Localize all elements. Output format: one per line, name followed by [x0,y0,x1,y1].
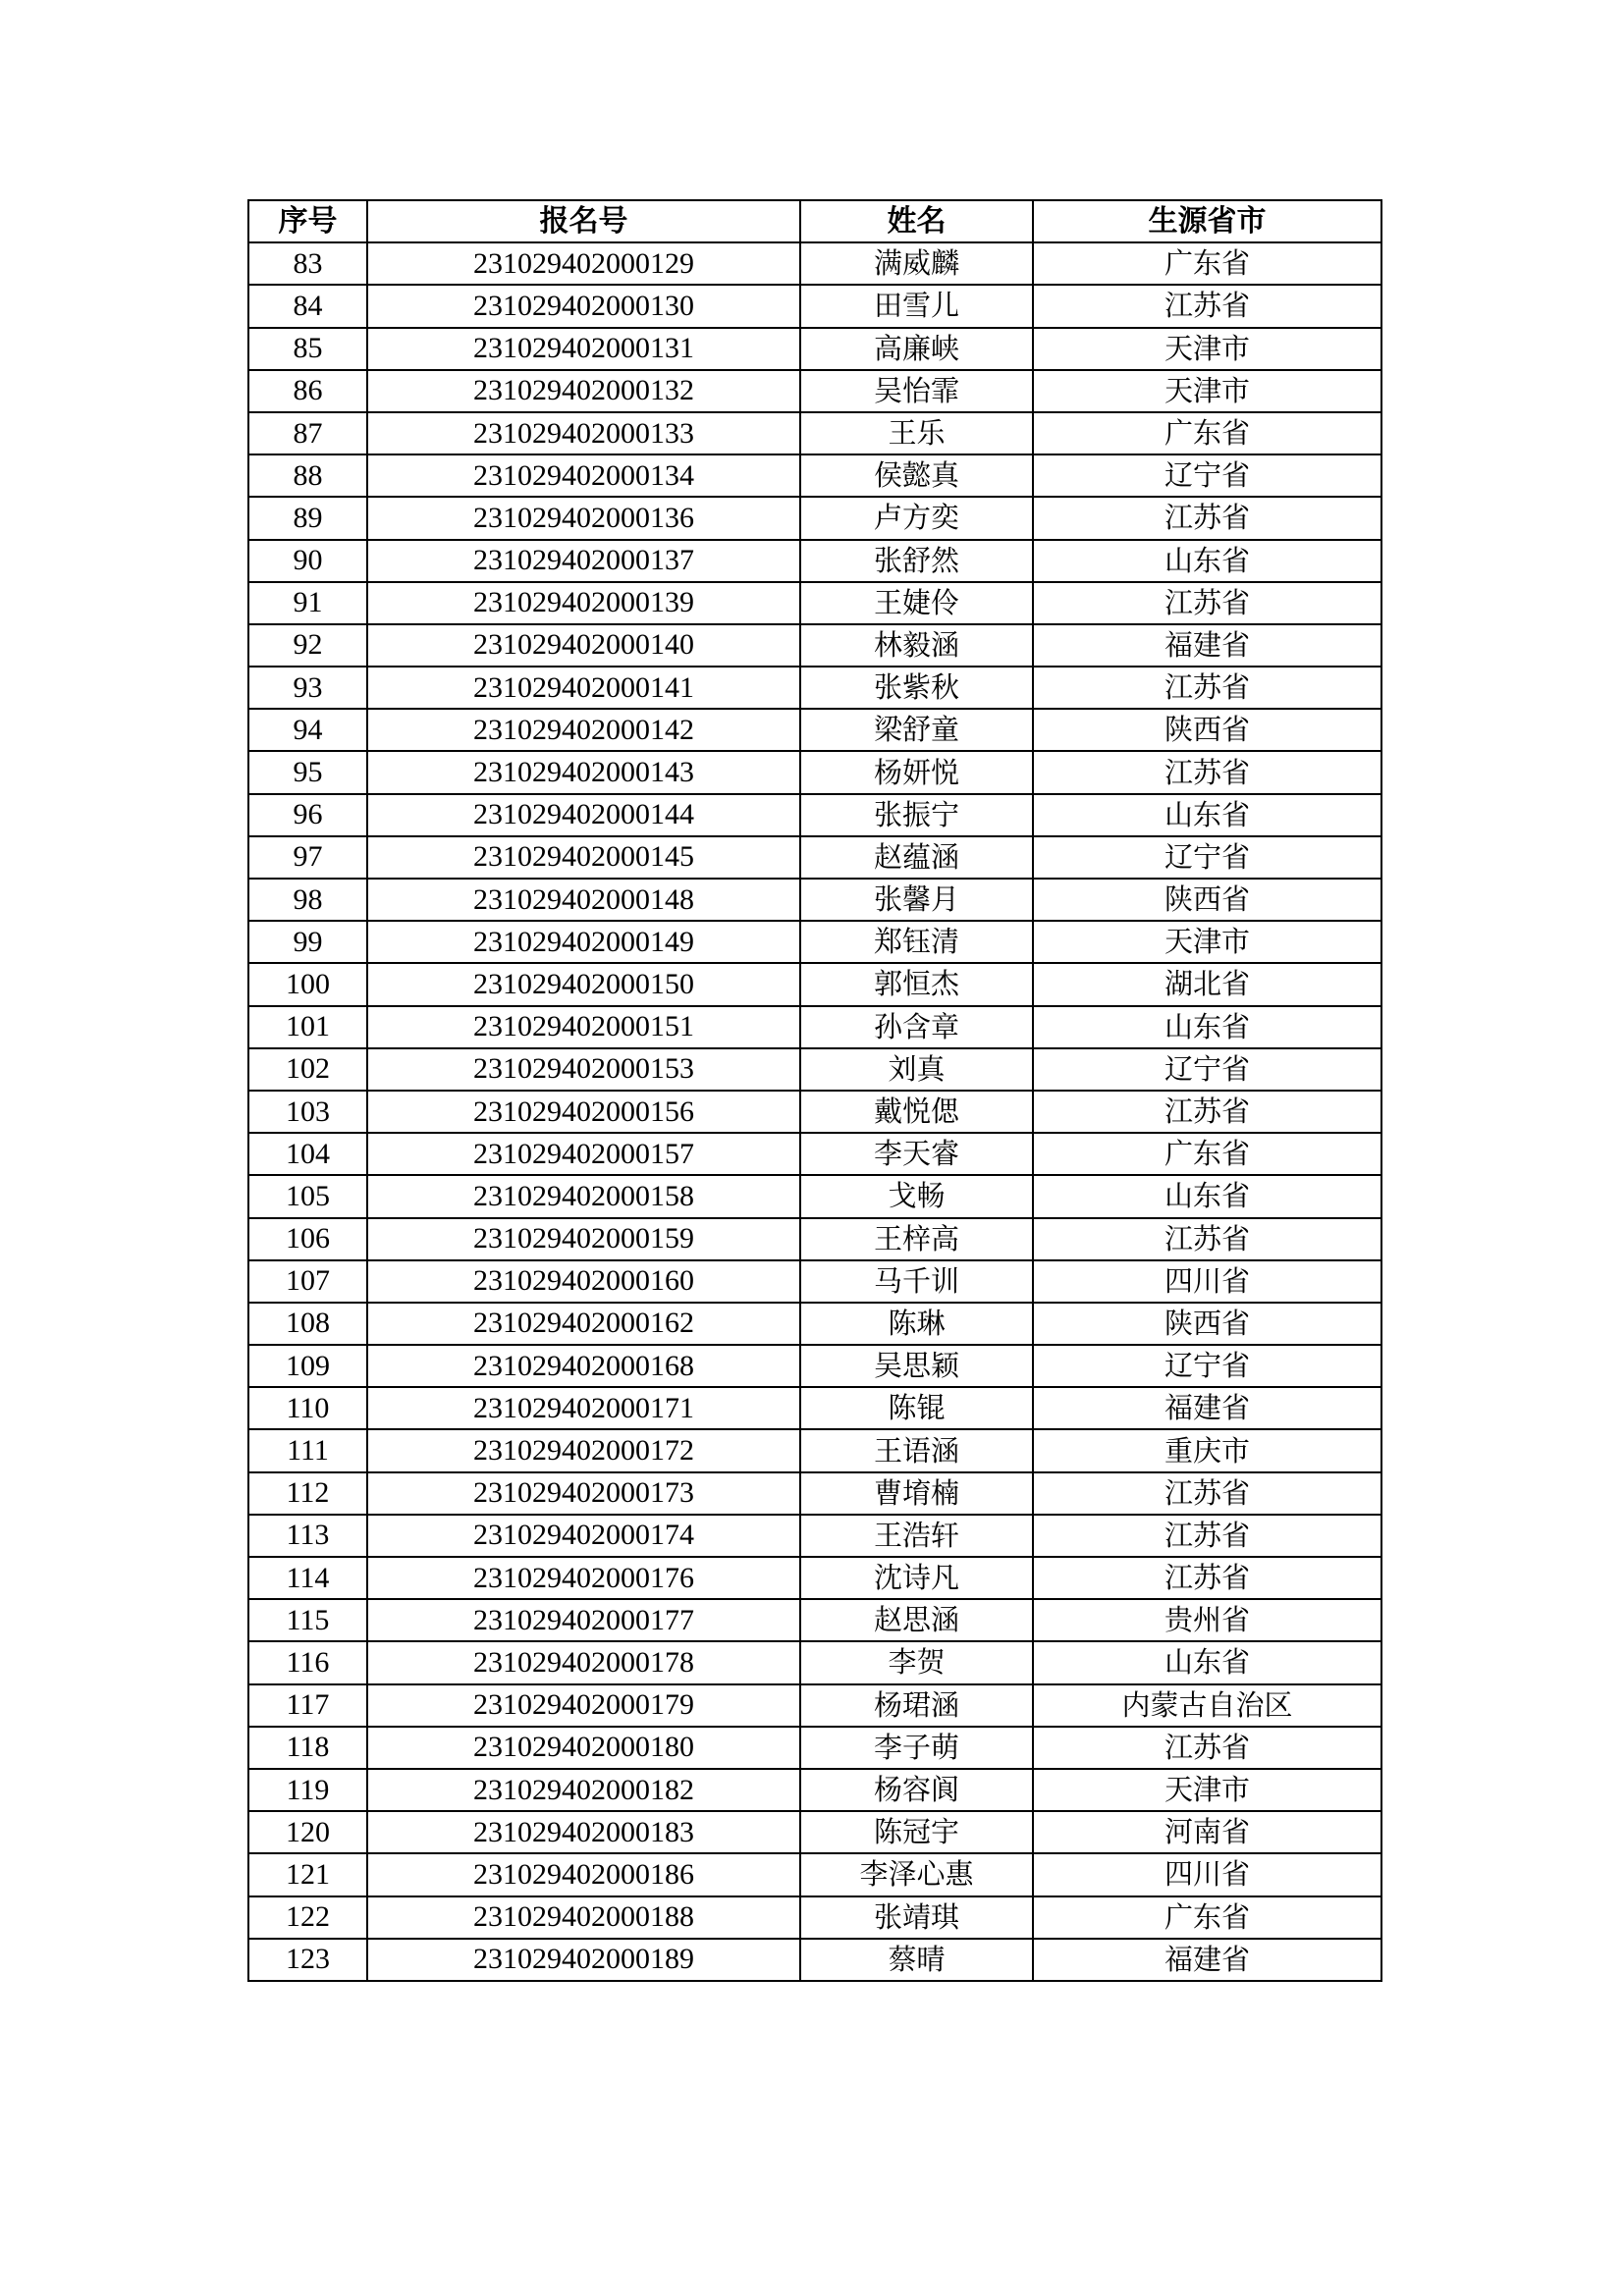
cell-reg-no: 231029402000157 [367,1133,800,1175]
cell-name: 王梓高 [800,1218,1033,1260]
cell-province: 江苏省 [1033,497,1381,539]
cell-province: 江苏省 [1033,667,1381,709]
cell-reg-no: 231029402000148 [367,879,800,921]
cell-province: 江苏省 [1033,1515,1381,1557]
cell-seq: 123 [248,1939,367,1981]
cell-name: 吴怡霏 [800,370,1033,412]
cell-seq: 87 [248,412,367,454]
cell-seq: 89 [248,497,367,539]
cell-seq: 103 [248,1091,367,1133]
cell-province: 四川省 [1033,1260,1381,1303]
cell-name: 李泽心惠 [800,1853,1033,1896]
table-row [248,1345,1381,1387]
cell-reg-no: 231029402000158 [367,1175,800,1217]
table-row [248,1387,1381,1429]
cell-province: 辽宁省 [1033,836,1381,879]
table-row [248,1472,1381,1515]
cell-name: 赵蕴涵 [800,836,1033,879]
cell-reg-no: 231029402000140 [367,624,800,667]
header-row [248,200,1381,242]
cell-reg-no: 231029402000160 [367,1260,800,1303]
cell-seq: 118 [248,1727,367,1769]
cell-reg-no: 231029402000156 [367,1091,800,1133]
table-row [248,285,1381,327]
cell-seq: 99 [248,921,367,963]
cell-seq: 111 [248,1429,367,1471]
cell-seq: 97 [248,836,367,879]
cell-province: 辽宁省 [1033,454,1381,497]
cell-name: 林毅涵 [800,624,1033,667]
table-row [248,1811,1381,1853]
cell-reg-no: 231029402000176 [367,1557,800,1599]
cell-province: 山东省 [1033,1641,1381,1683]
cell-name: 戴悦偲 [800,1091,1033,1133]
cell-name: 戈畅 [800,1175,1033,1217]
cell-province: 江苏省 [1033,751,1381,793]
table-row [248,370,1381,412]
cell-seq: 90 [248,540,367,582]
cell-reg-no: 231029402000171 [367,1387,800,1429]
cell-reg-no: 231029402000180 [367,1727,800,1769]
cell-name: 王婕伶 [800,582,1033,624]
cell-seq: 88 [248,454,367,497]
cell-name: 沈诗凡 [800,1557,1033,1599]
cell-name: 张舒然 [800,540,1033,582]
cell-reg-no: 231029402000133 [367,412,800,454]
cell-name: 陈冠宇 [800,1811,1033,1853]
cell-name: 卢方奕 [800,497,1033,539]
cell-province: 内蒙古自治区 [1033,1684,1381,1727]
cell-reg-no: 231029402000173 [367,1472,800,1515]
cell-reg-no: 231029402000136 [367,497,800,539]
table-row [248,412,1381,454]
cell-province: 四川省 [1033,1853,1381,1896]
cell-province: 山东省 [1033,540,1381,582]
cell-province: 广东省 [1033,1133,1381,1175]
cell-province: 湖北省 [1033,963,1381,1005]
cell-name: 蔡晴 [800,1939,1033,1981]
cell-name: 吴思颖 [800,1345,1033,1387]
cell-province: 天津市 [1033,328,1381,370]
cell-province: 江苏省 [1033,582,1381,624]
cell-name: 赵思涵 [800,1599,1033,1641]
cell-province: 山东省 [1033,794,1381,836]
cell-seq: 107 [248,1260,367,1303]
table-row [248,1006,1381,1048]
cell-reg-no: 231029402000145 [367,836,800,879]
header-province: 生源省市 [1033,200,1381,242]
cell-name: 满威麟 [800,242,1033,285]
cell-province: 贵州省 [1033,1599,1381,1641]
cell-reg-no: 231029402000162 [367,1303,800,1345]
cell-name: 王语涵 [800,1429,1033,1471]
table-row [248,667,1381,709]
cell-name: 王乐 [800,412,1033,454]
table-row [248,1133,1381,1175]
cell-reg-no: 231029402000141 [367,667,800,709]
cell-province: 陕西省 [1033,879,1381,921]
cell-seq: 104 [248,1133,367,1175]
cell-reg-no: 231029402000179 [367,1684,800,1727]
table-row [248,1727,1381,1769]
table-row [248,879,1381,921]
cell-reg-no: 231029402000150 [367,963,800,1005]
table-row [248,624,1381,667]
table-row [248,1175,1381,1217]
table-row [248,1557,1381,1599]
cell-reg-no: 231029402000168 [367,1345,800,1387]
cell-name: 曹堉楠 [800,1472,1033,1515]
cell-province: 江苏省 [1033,1557,1381,1599]
cell-seq: 112 [248,1472,367,1515]
cell-reg-no: 231029402000130 [367,285,800,327]
admission-roster-table [247,199,1382,1982]
cell-name: 侯懿真 [800,454,1033,497]
cell-seq: 85 [248,328,367,370]
cell-seq: 93 [248,667,367,709]
cell-province: 福建省 [1033,1387,1381,1429]
table-row [248,1939,1381,1981]
cell-reg-no: 231029402000134 [367,454,800,497]
cell-seq: 94 [248,709,367,751]
cell-province: 河南省 [1033,1811,1381,1853]
cell-province: 广东省 [1033,242,1381,285]
cell-seq: 83 [248,242,367,285]
table-row [248,242,1381,285]
cell-province: 福建省 [1033,1939,1381,1981]
table-row [248,497,1381,539]
header-name: 姓名 [800,200,1033,242]
cell-province: 江苏省 [1033,1091,1381,1133]
cell-reg-no: 231029402000143 [367,751,800,793]
table-row [248,328,1381,370]
cell-reg-no: 231029402000131 [367,328,800,370]
cell-reg-no: 231029402000139 [367,582,800,624]
cell-seq: 84 [248,285,367,327]
cell-name: 陈锟 [800,1387,1033,1429]
cell-seq: 92 [248,624,367,667]
cell-province: 天津市 [1033,921,1381,963]
header-seq: 序号 [248,200,367,242]
cell-seq: 114 [248,1557,367,1599]
cell-province: 陕西省 [1033,1303,1381,1345]
cell-name: 李子萌 [800,1727,1033,1769]
table-row [248,1515,1381,1557]
cell-province: 江苏省 [1033,1472,1381,1515]
cell-name: 李贺 [800,1641,1033,1683]
table-header [248,200,1381,242]
cell-reg-no: 231029402000188 [367,1896,800,1939]
cell-seq: 119 [248,1769,367,1811]
cell-reg-no: 231029402000159 [367,1218,800,1260]
cell-province: 广东省 [1033,412,1381,454]
cell-name: 李天睿 [800,1133,1033,1175]
cell-seq: 101 [248,1006,367,1048]
cell-name: 张馨月 [800,879,1033,921]
cell-province: 福建省 [1033,624,1381,667]
cell-seq: 106 [248,1218,367,1260]
table-row [248,921,1381,963]
cell-seq: 91 [248,582,367,624]
cell-name: 马千训 [800,1260,1033,1303]
cell-province: 辽宁省 [1033,1345,1381,1387]
cell-province: 江苏省 [1033,1727,1381,1769]
table-row [248,1853,1381,1896]
cell-name: 高廉峡 [800,328,1033,370]
cell-seq: 98 [248,879,367,921]
cell-name: 刘真 [800,1048,1033,1091]
cell-reg-no: 231029402000132 [367,370,800,412]
cell-seq: 115 [248,1599,367,1641]
cell-name: 张紫秋 [800,667,1033,709]
cell-name: 梁舒童 [800,709,1033,751]
cell-reg-no: 231029402000149 [367,921,800,963]
cell-name: 孙含章 [800,1006,1033,1048]
cell-reg-no: 231029402000182 [367,1769,800,1811]
cell-reg-no: 231029402000174 [367,1515,800,1557]
cell-reg-no: 231029402000186 [367,1853,800,1896]
cell-reg-no: 231029402000183 [367,1811,800,1853]
table-row [248,1218,1381,1260]
cell-province: 广东省 [1033,1896,1381,1939]
cell-province: 山东省 [1033,1006,1381,1048]
cell-province: 陕西省 [1033,709,1381,751]
cell-reg-no: 231029402000129 [367,242,800,285]
table-row [248,1769,1381,1811]
cell-seq: 122 [248,1896,367,1939]
table-row [248,963,1381,1005]
cell-province: 江苏省 [1033,285,1381,327]
table-row [248,709,1381,751]
cell-seq: 120 [248,1811,367,1853]
table-row [248,794,1381,836]
cell-province: 辽宁省 [1033,1048,1381,1091]
cell-seq: 108 [248,1303,367,1345]
cell-seq: 102 [248,1048,367,1091]
cell-name: 张靖琪 [800,1896,1033,1939]
table-row [248,1684,1381,1727]
cell-name: 张振宁 [800,794,1033,836]
cell-name: 田雪儿 [800,285,1033,327]
cell-reg-no: 231029402000177 [367,1599,800,1641]
table-row [248,1303,1381,1345]
table-row [248,836,1381,879]
cell-reg-no: 231029402000172 [367,1429,800,1471]
cell-province: 山东省 [1033,1175,1381,1217]
cell-seq: 113 [248,1515,367,1557]
cell-name: 杨妍悦 [800,751,1033,793]
cell-province: 重庆市 [1033,1429,1381,1471]
cell-reg-no: 231029402000153 [367,1048,800,1091]
cell-reg-no: 231029402000151 [367,1006,800,1048]
cell-seq: 117 [248,1684,367,1727]
table-row [248,1641,1381,1683]
cell-seq: 109 [248,1345,367,1387]
cell-seq: 110 [248,1387,367,1429]
cell-seq: 96 [248,794,367,836]
table-row [248,454,1381,497]
cell-reg-no: 231029402000144 [367,794,800,836]
table-row [248,751,1381,793]
table-row [248,1048,1381,1091]
cell-name: 杨珺涵 [800,1684,1033,1727]
cell-name: 陈琳 [800,1303,1033,1345]
cell-name: 郭恒杰 [800,963,1033,1005]
cell-seq: 86 [248,370,367,412]
cell-seq: 105 [248,1175,367,1217]
cell-reg-no: 231029402000142 [367,709,800,751]
cell-reg-no: 231029402000189 [367,1939,800,1981]
table-row [248,1260,1381,1303]
cell-province: 江苏省 [1033,1218,1381,1260]
table-row [248,1599,1381,1641]
table-row [248,1091,1381,1133]
cell-seq: 116 [248,1641,367,1683]
cell-name: 郑钰清 [800,921,1033,963]
table-row [248,1429,1381,1471]
cell-reg-no: 231029402000178 [367,1641,800,1683]
cell-seq: 121 [248,1853,367,1896]
cell-seq: 100 [248,963,367,1005]
table-row [248,540,1381,582]
table-row [248,1896,1381,1939]
table-row [248,582,1381,624]
header-reg-no: 报名号 [367,200,800,242]
table-body [248,242,1381,1981]
cell-name: 杨容阆 [800,1769,1033,1811]
cell-name: 王浩轩 [800,1515,1033,1557]
cell-province: 天津市 [1033,370,1381,412]
cell-province: 天津市 [1033,1769,1381,1811]
cell-reg-no: 231029402000137 [367,540,800,582]
cell-seq: 95 [248,751,367,793]
